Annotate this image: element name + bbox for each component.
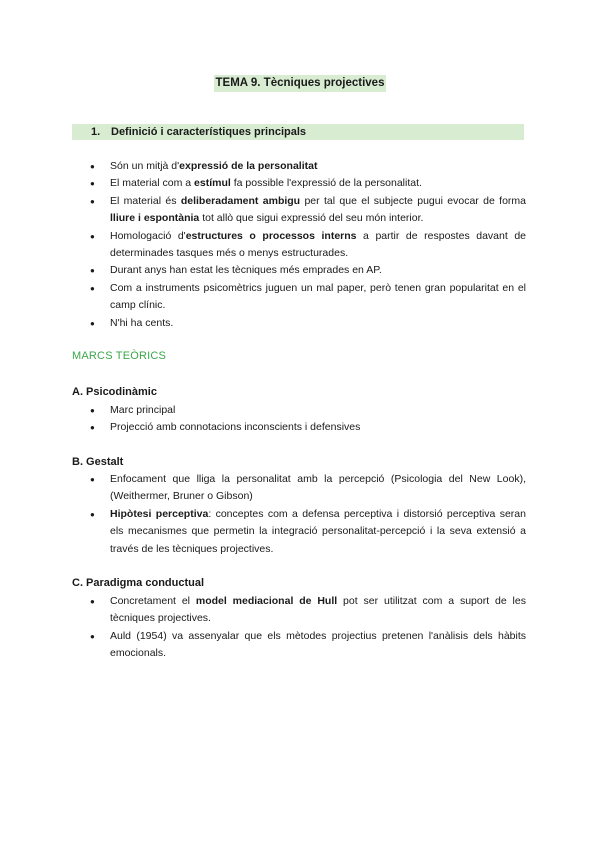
- list-item: [90, 193, 526, 228]
- text-run: : conceptes com a defensa perceptiva i distorsió perceptiva seran els mecanismes que permetin la integració personalitat-percepció i la seva extensió a través de les tècniques projectives.: [110, 507, 526, 555]
- bold-text: deliberadament ambigu: [180, 194, 301, 207]
- bold-text: Hipòtesi perceptiva: [110, 507, 209, 520]
- text-run: Són un mitjà d': [110, 160, 180, 172]
- text-run: Homologació d': [110, 229, 186, 242]
- list-item: [90, 593, 526, 628]
- list-item: [90, 228, 526, 263]
- definition-list: [90, 158, 526, 332]
- section-heading-text: Definició i característiques principals: [111, 126, 307, 138]
- text-run: a partir de respostes davant de determinades tasques més o menys estructurades.: [110, 229, 527, 260]
- text-run: Enfocament que lliga la personalitat amb la percepció (Psicologia del New Look), (Weithermer, Bruner o Gibson): [110, 473, 526, 503]
- list-item: [90, 262, 526, 279]
- text-run: Durant anys han estat les tècniques més emprades en AP.: [110, 264, 382, 277]
- subheading-psicodinamic: A. Psicodinàmic: [72, 386, 157, 398]
- gestalt-list: [90, 471, 526, 558]
- psicodinamic-list: [90, 402, 526, 437]
- text-run: Concretament el: [110, 595, 196, 607]
- list-item: [90, 628, 526, 663]
- text-run: Marc principal: [110, 404, 176, 416]
- text-run: Auld (1954) va assenyalar que els mètodes projectius pretenen l'anàlisis dels hàbits emocionals.: [110, 629, 526, 660]
- text-run: Com a instruments psicomètrics juguen un mal paper, però tenen gran popularitat en el camp clínic.: [110, 281, 526, 312]
- bold-text: estímul: [194, 177, 231, 190]
- text-run: fa possible l'expressió de la personalitat.: [230, 177, 422, 190]
- conductual-list: [90, 593, 526, 663]
- document-title: TEMA 9. Tècniques projectives: [214, 75, 387, 92]
- list-item: [90, 471, 526, 506]
- section-heading: [72, 124, 524, 140]
- text-run: pot ser utilitzat com a suport de les tècniques projectives.: [110, 595, 526, 625]
- text-run: per tal que el subjecte pugui evocar de forma: [300, 194, 527, 207]
- bold-text: model mediacional de Hull: [195, 595, 338, 607]
- title-wrap: [0, 73, 600, 92]
- list-item: [90, 402, 526, 419]
- text-run: Projecció amb connotacions inconscients i defensives: [110, 421, 361, 434]
- bold-text: lliure i espontània: [110, 212, 200, 225]
- bold-text: estructures o processos interns: [185, 229, 357, 242]
- list-item: [90, 315, 526, 332]
- list-item: [90, 419, 526, 436]
- text-run: El material és: [110, 194, 181, 207]
- bold-text: expressió de la personalitat: [179, 160, 318, 172]
- text-run: tot allò que sigui expressió del seu món interior.: [199, 212, 424, 225]
- list-item: [90, 175, 526, 192]
- list-item: [90, 506, 526, 558]
- section-number: 1.: [91, 126, 101, 138]
- text-run: El material com a: [110, 177, 195, 190]
- list-item: [90, 280, 526, 315]
- subheading-conductual: C. Paradigma conductual: [72, 577, 205, 589]
- subheading-gestalt: B. Gestalt: [72, 456, 124, 468]
- marcs-heading: MARCS TEÒRICS: [72, 350, 167, 362]
- list-item: [90, 158, 526, 175]
- text-run: N'hi ha cents.: [110, 316, 174, 329]
